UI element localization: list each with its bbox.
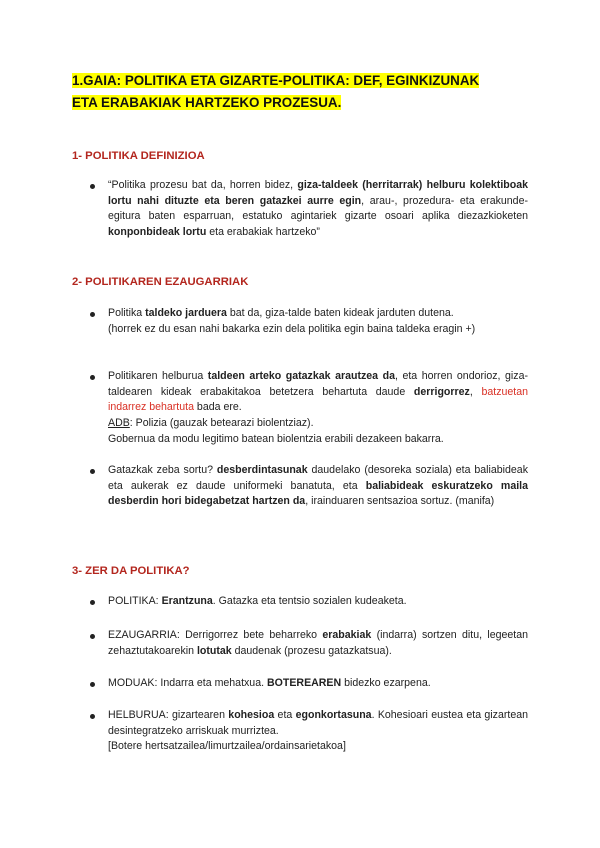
- title-line-1: 1.GAIA: POLITIKA ETA GIZARTE-POLITIKA: DEF, EGINKIZUNAK: [72, 73, 480, 88]
- bullet-icon: [90, 600, 95, 605]
- title-line-2: ETA ERABAKIAK HARTZEKO PROZESUA.: [72, 95, 342, 110]
- bullet-icon: [90, 312, 95, 317]
- section-heading-characteristics: 2- POLITIKAREN EZAUGARRIAK: [72, 276, 249, 288]
- characteristic-conflict-regulation: Politikaren helburua taldeen arteko gatazkak arautzea da, eta horren ondorioz, giza-taldearen kideak erabakitakoa betetzera behartuta daude derrigorrez, batzuetan indarrez behartuta bada ere. ADB: Polizia (gauzak betearazi biolentziaz). Gobernua da modu legitimo batean biolentzia erabili dezakeen bakarra.: [108, 370, 529, 445]
- definition-paragraph: “Politika prozesu bat da, horren bidez, giza-taldeek (herritarrak) helburu kolektiboak lortu nahi dituzte eta beren gatazkei aurre egin, arau-, prozedura- eta erakunde-egitura baten esparruan, estatuko agintariek gizarte osoari aplika diezazkioketen konponbideak lortu eta erabakiak hartzeko”: [108, 179, 529, 239]
- bullet-icon: [90, 634, 95, 639]
- bullet-icon: [90, 469, 95, 474]
- politics-characteristic-item: EZAUGARRIA: Derrigorrez bete beharreko erabakiak (indarra) sortzen ditu, legeetan zehaztutakoarekin lotutak daudenak (prozesu gatazkatsua).: [108, 629, 528, 657]
- section-heading-what-is-politics: 3- ZER DA POLITIKA?: [72, 565, 190, 577]
- bullet-icon: [90, 184, 95, 189]
- characteristic-conflict-origin: Gatazkak zeba sortu? desberdintasunak daudelako (desoreka soziala) eta baliabideak eta aukerak ez daude uniformeki banatuta, eta baliabideak eskuratzeko maila desberdin hori bidegabetzat hartzen da, irainduaren sentsazioa sortuz. (manifa): [108, 464, 528, 508]
- bullet-icon: [90, 714, 95, 719]
- politics-methods-item: MODUAK: Indarra eta mehatxua. BOTEREAREN bidezko ezarpena.: [108, 677, 431, 689]
- politics-goal-item: HELBURUA: gizartearen kohesioa eta egonkortasuna. Kohesioari eustea eta gizartean desintegratzeko arriskuak murriztea. [Botere hertsatzailea/limurtzailea/ordainsarietakoa]: [108, 709, 528, 753]
- adb-label: ADB: [108, 417, 130, 430]
- section-heading-definition: 1- POLITIKA DEFINIZIOA: [72, 150, 205, 162]
- bullet-icon: [90, 375, 95, 380]
- bullet-icon: [90, 682, 95, 687]
- politics-response-item: POLITIKA: Erantzuna. Gatazka eta tentsio sozialen kudeaketa.: [108, 595, 407, 607]
- characteristic-group-activity: Politika taldeko jarduera bat da, giza-talde baten kideak jarduten dutena. (horrek ez du esan nahi bakarka ezin dela politika egin baina taldeka eragin +): [108, 307, 476, 335]
- document-title: [72, 70, 532, 114]
- red-highlight-text: batzuetan indarrez behartuta: [108, 385, 529, 414]
